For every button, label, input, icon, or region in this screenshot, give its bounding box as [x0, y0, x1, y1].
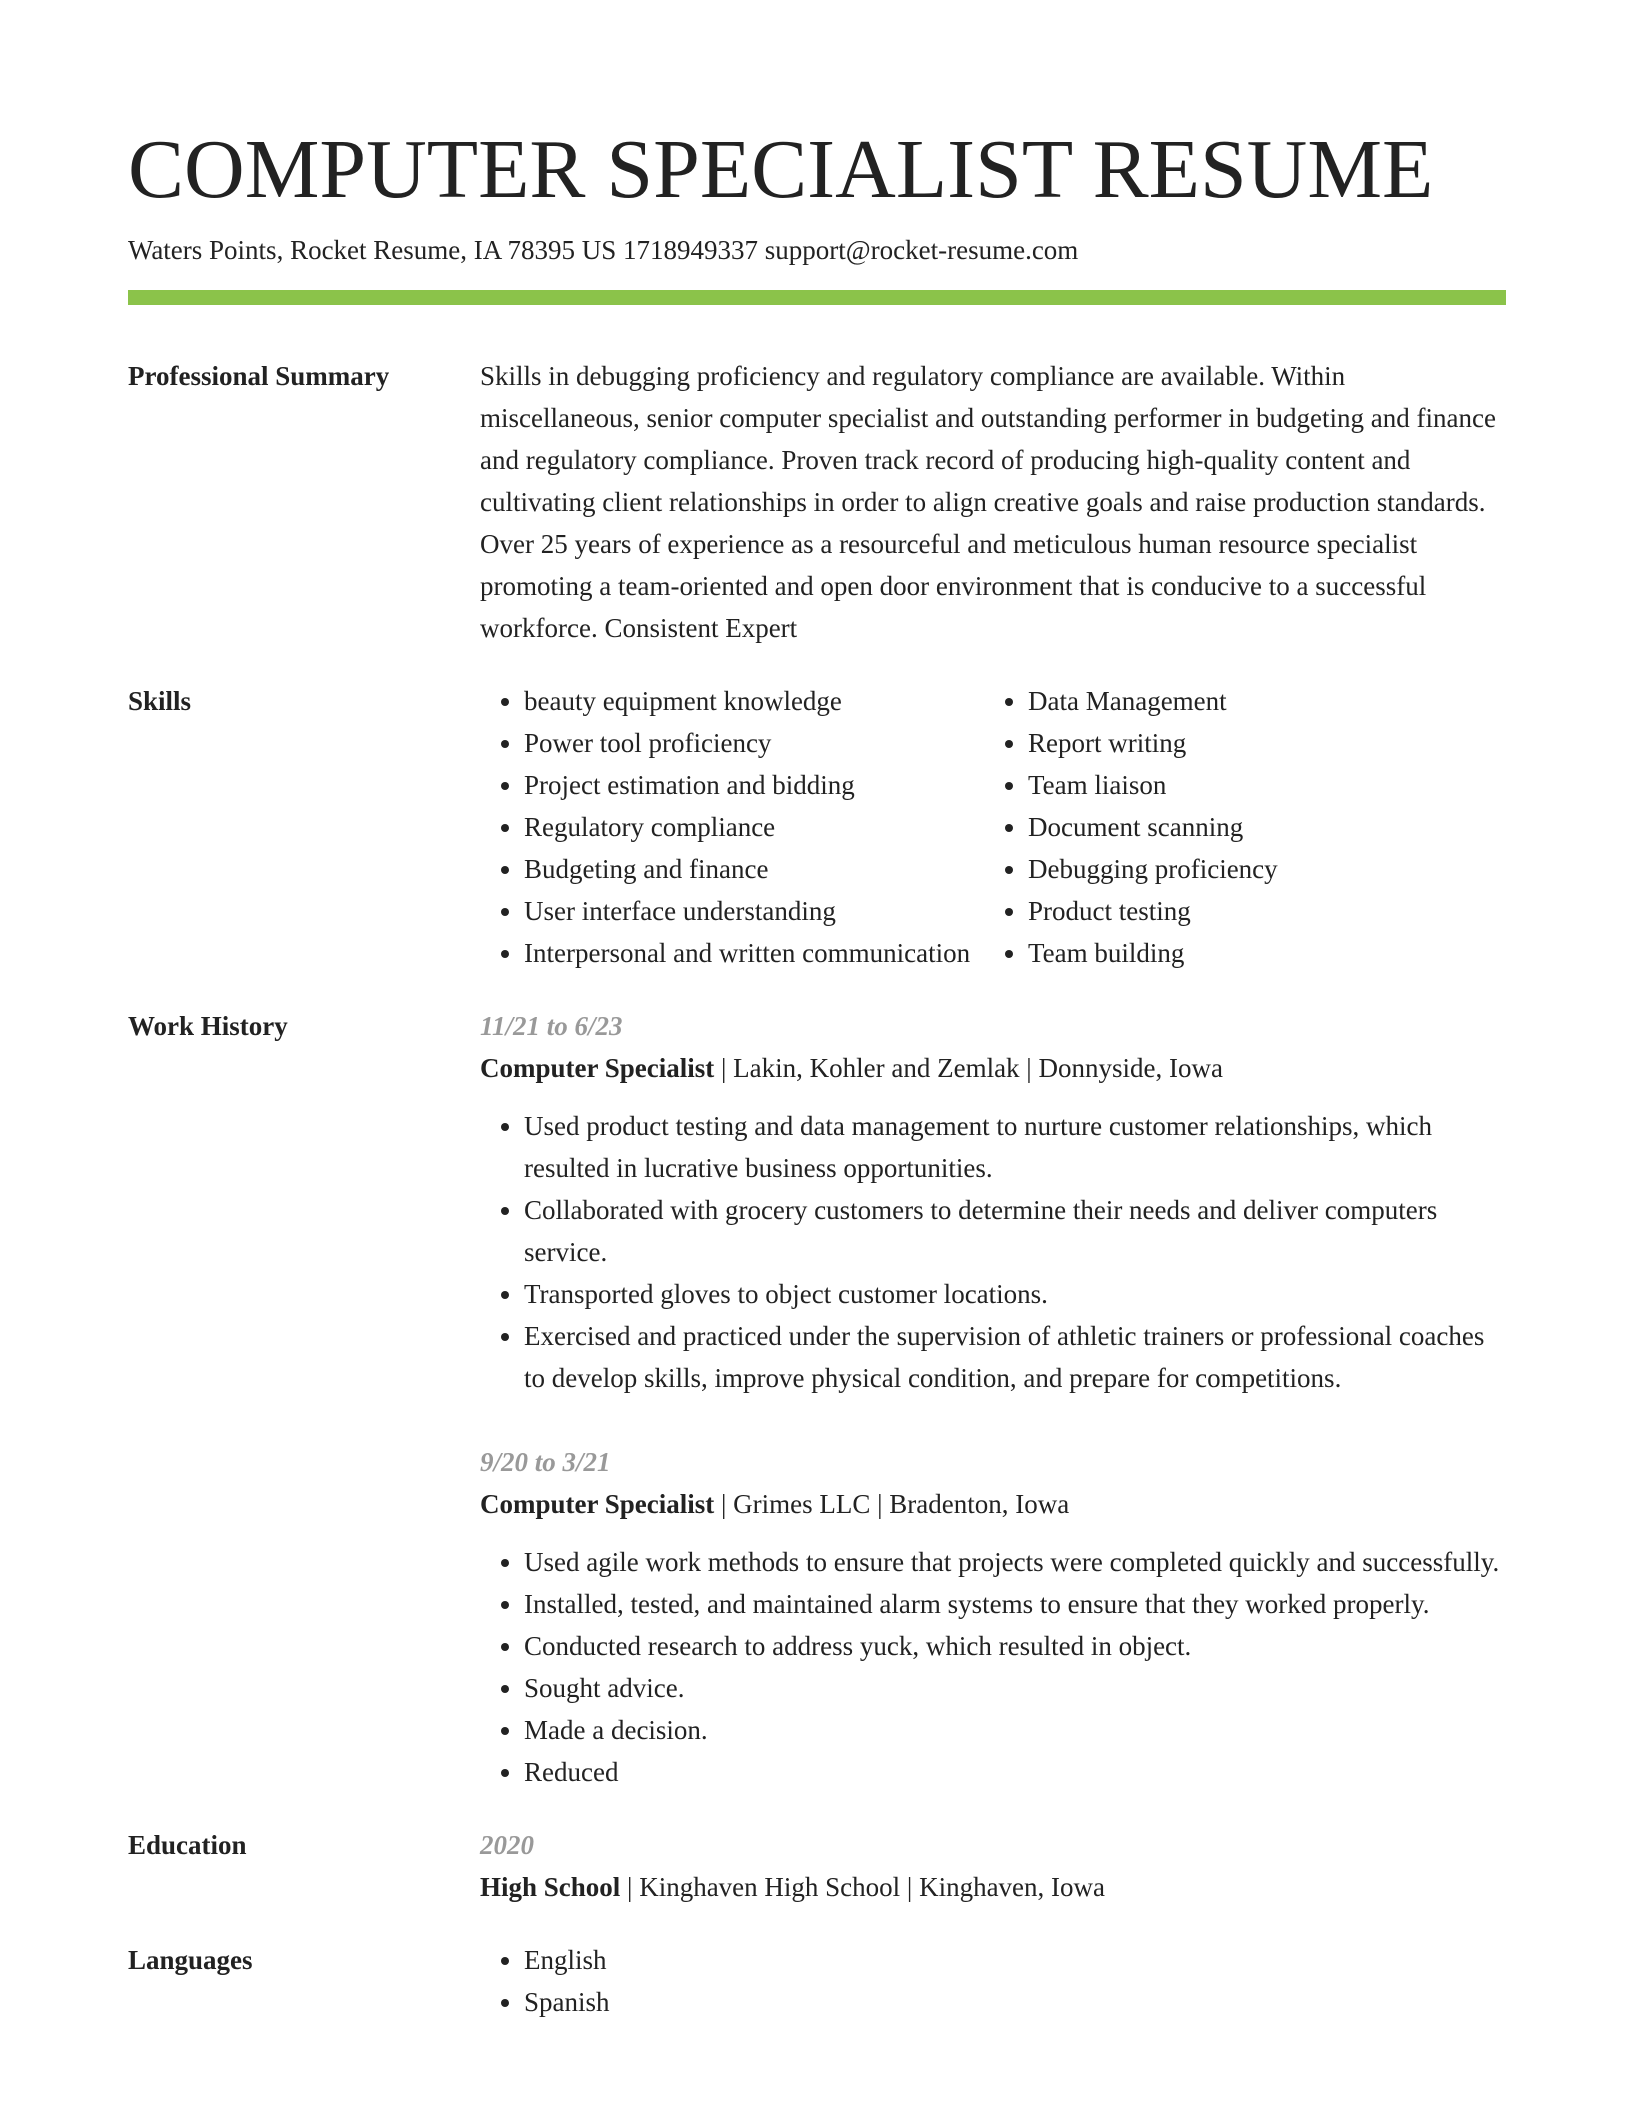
education-degree: High School: [480, 1872, 621, 1902]
education-section: [128, 1824, 1506, 1908]
skill-item: • Debugging proficiency: [1028, 848, 1488, 890]
skill-item: • Document scanning: [1028, 806, 1488, 848]
job-bullet: • Sought advice.: [524, 1667, 1506, 1709]
languages-heading: Languages: [128, 1945, 253, 1975]
work-heading: Work History: [128, 1011, 288, 1041]
resume-title: COMPUTER SPECIALIST RESUME: [128, 123, 1434, 216]
skill-item: • Report writing: [1028, 722, 1488, 764]
job-bullet: • Reduced: [524, 1751, 1506, 1793]
job-bullets: [480, 1105, 1506, 1399]
job-details: | Grimes LLC | Bradenton, Iowa: [714, 1489, 1070, 1519]
skill-item: • Power tool proficiency: [524, 722, 984, 764]
job-title: Computer Specialist: [480, 1489, 715, 1519]
skills-list-left: [480, 680, 984, 974]
job-bullet: • Installed, tested, and maintained alarm systems to ensure that they worked properly.: [524, 1583, 1506, 1625]
job-bullet: • Used agile work methods to ensure that projects were completed quickly and successfully.: [524, 1541, 1506, 1583]
job-bullet: • Made a decision.: [524, 1709, 1506, 1751]
skill-item: • Team building: [1028, 932, 1488, 974]
job-title: Computer Specialist: [480, 1053, 715, 1083]
job-details: | Lakin, Kohler and Zemlak | Donnyside, Iowa: [714, 1053, 1223, 1083]
summary-section: [128, 355, 1506, 649]
job-bullet: • Used product testing and data management to nurture customer relationships, which resulted in lucrative business opportunities.: [524, 1105, 1506, 1189]
skill-item: • beauty equipment knowledge: [524, 680, 984, 722]
job-dates: 11/21 to 6/23: [480, 1011, 623, 1041]
job-bullets: [480, 1541, 1506, 1793]
job-bullet: • Collaborated with grocery customers to determine their needs and deliver computers service.: [524, 1189, 1506, 1273]
languages-section: [128, 1939, 1506, 2023]
education-details: | Kinghaven High School | Kinghaven, Iowa: [620, 1872, 1106, 1902]
languages-body: [480, 1939, 1506, 2023]
contact-line: Waters Points, Rocket Resume, IA 78395 US 1718949337 support@rocket-resume.com: [128, 235, 1079, 265]
job-bullet: • Transported gloves to object customer locations.: [524, 1273, 1506, 1315]
summary-text: Skills in debugging proficiency and regulatory compliance are available. Within miscellaneous, senior computer specialist and outstanding performer in budgeting and finance and regulatory compliance. Proven track record of producing high-quality content and cultivating client relationships in order to align creative goals and raise production standards. Over 25 years of experience as a resourceful and meticulous human resource specialist promoting a team-oriented and open door environment that is conducive to a successful workforce. Consistent Expert: [480, 361, 1496, 643]
languages-list: [480, 1939, 1506, 2023]
skill-item: • User interface understanding: [524, 890, 984, 932]
skill-item: • Interpersonal and written communication: [524, 932, 984, 974]
resume-page: [128, 120, 1506, 2023]
education-line: [480, 1866, 1506, 1908]
education-heading: Education: [128, 1830, 247, 1860]
skill-item: • Project estimation and bidding: [524, 764, 984, 806]
job-entry: [480, 1005, 1506, 1399]
job-title-line: [480, 1483, 1506, 1525]
language-item: • English: [524, 1939, 1506, 1981]
education-year: 2020: [480, 1830, 534, 1860]
skills-heading: Skills: [128, 686, 192, 716]
job-dates: 9/20 to 3/21: [480, 1447, 611, 1477]
skill-item: • Regulatory compliance: [524, 806, 984, 848]
skill-item: • Budgeting and finance: [524, 848, 984, 890]
education-body: [480, 1824, 1506, 1908]
job-title-line: [480, 1047, 1506, 1089]
skills-section: [128, 680, 1506, 974]
skills-list-right: [984, 680, 1488, 974]
skills-columns: [480, 680, 1506, 974]
skill-item: • Team liaison: [1028, 764, 1488, 806]
accent-divider: [128, 290, 1506, 305]
work-section: [128, 1005, 1506, 1793]
language-item: • Spanish: [524, 1981, 1506, 2023]
summary-heading: Professional Summary: [128, 361, 390, 391]
skill-item: • Product testing: [1028, 890, 1488, 932]
skill-item: • Data Management: [1028, 680, 1488, 722]
skills-body: [480, 680, 1506, 974]
job-bullet: • Exercised and practiced under the supervision of athletic trainers or professional coaches to develop skills, improve physical condition, and prepare for competitions.: [524, 1315, 1506, 1399]
job-bullet: • Conducted research to address yuck, which resulted in object.: [524, 1625, 1506, 1667]
work-body: [480, 1005, 1506, 1793]
job-entry: [480, 1441, 1506, 1793]
